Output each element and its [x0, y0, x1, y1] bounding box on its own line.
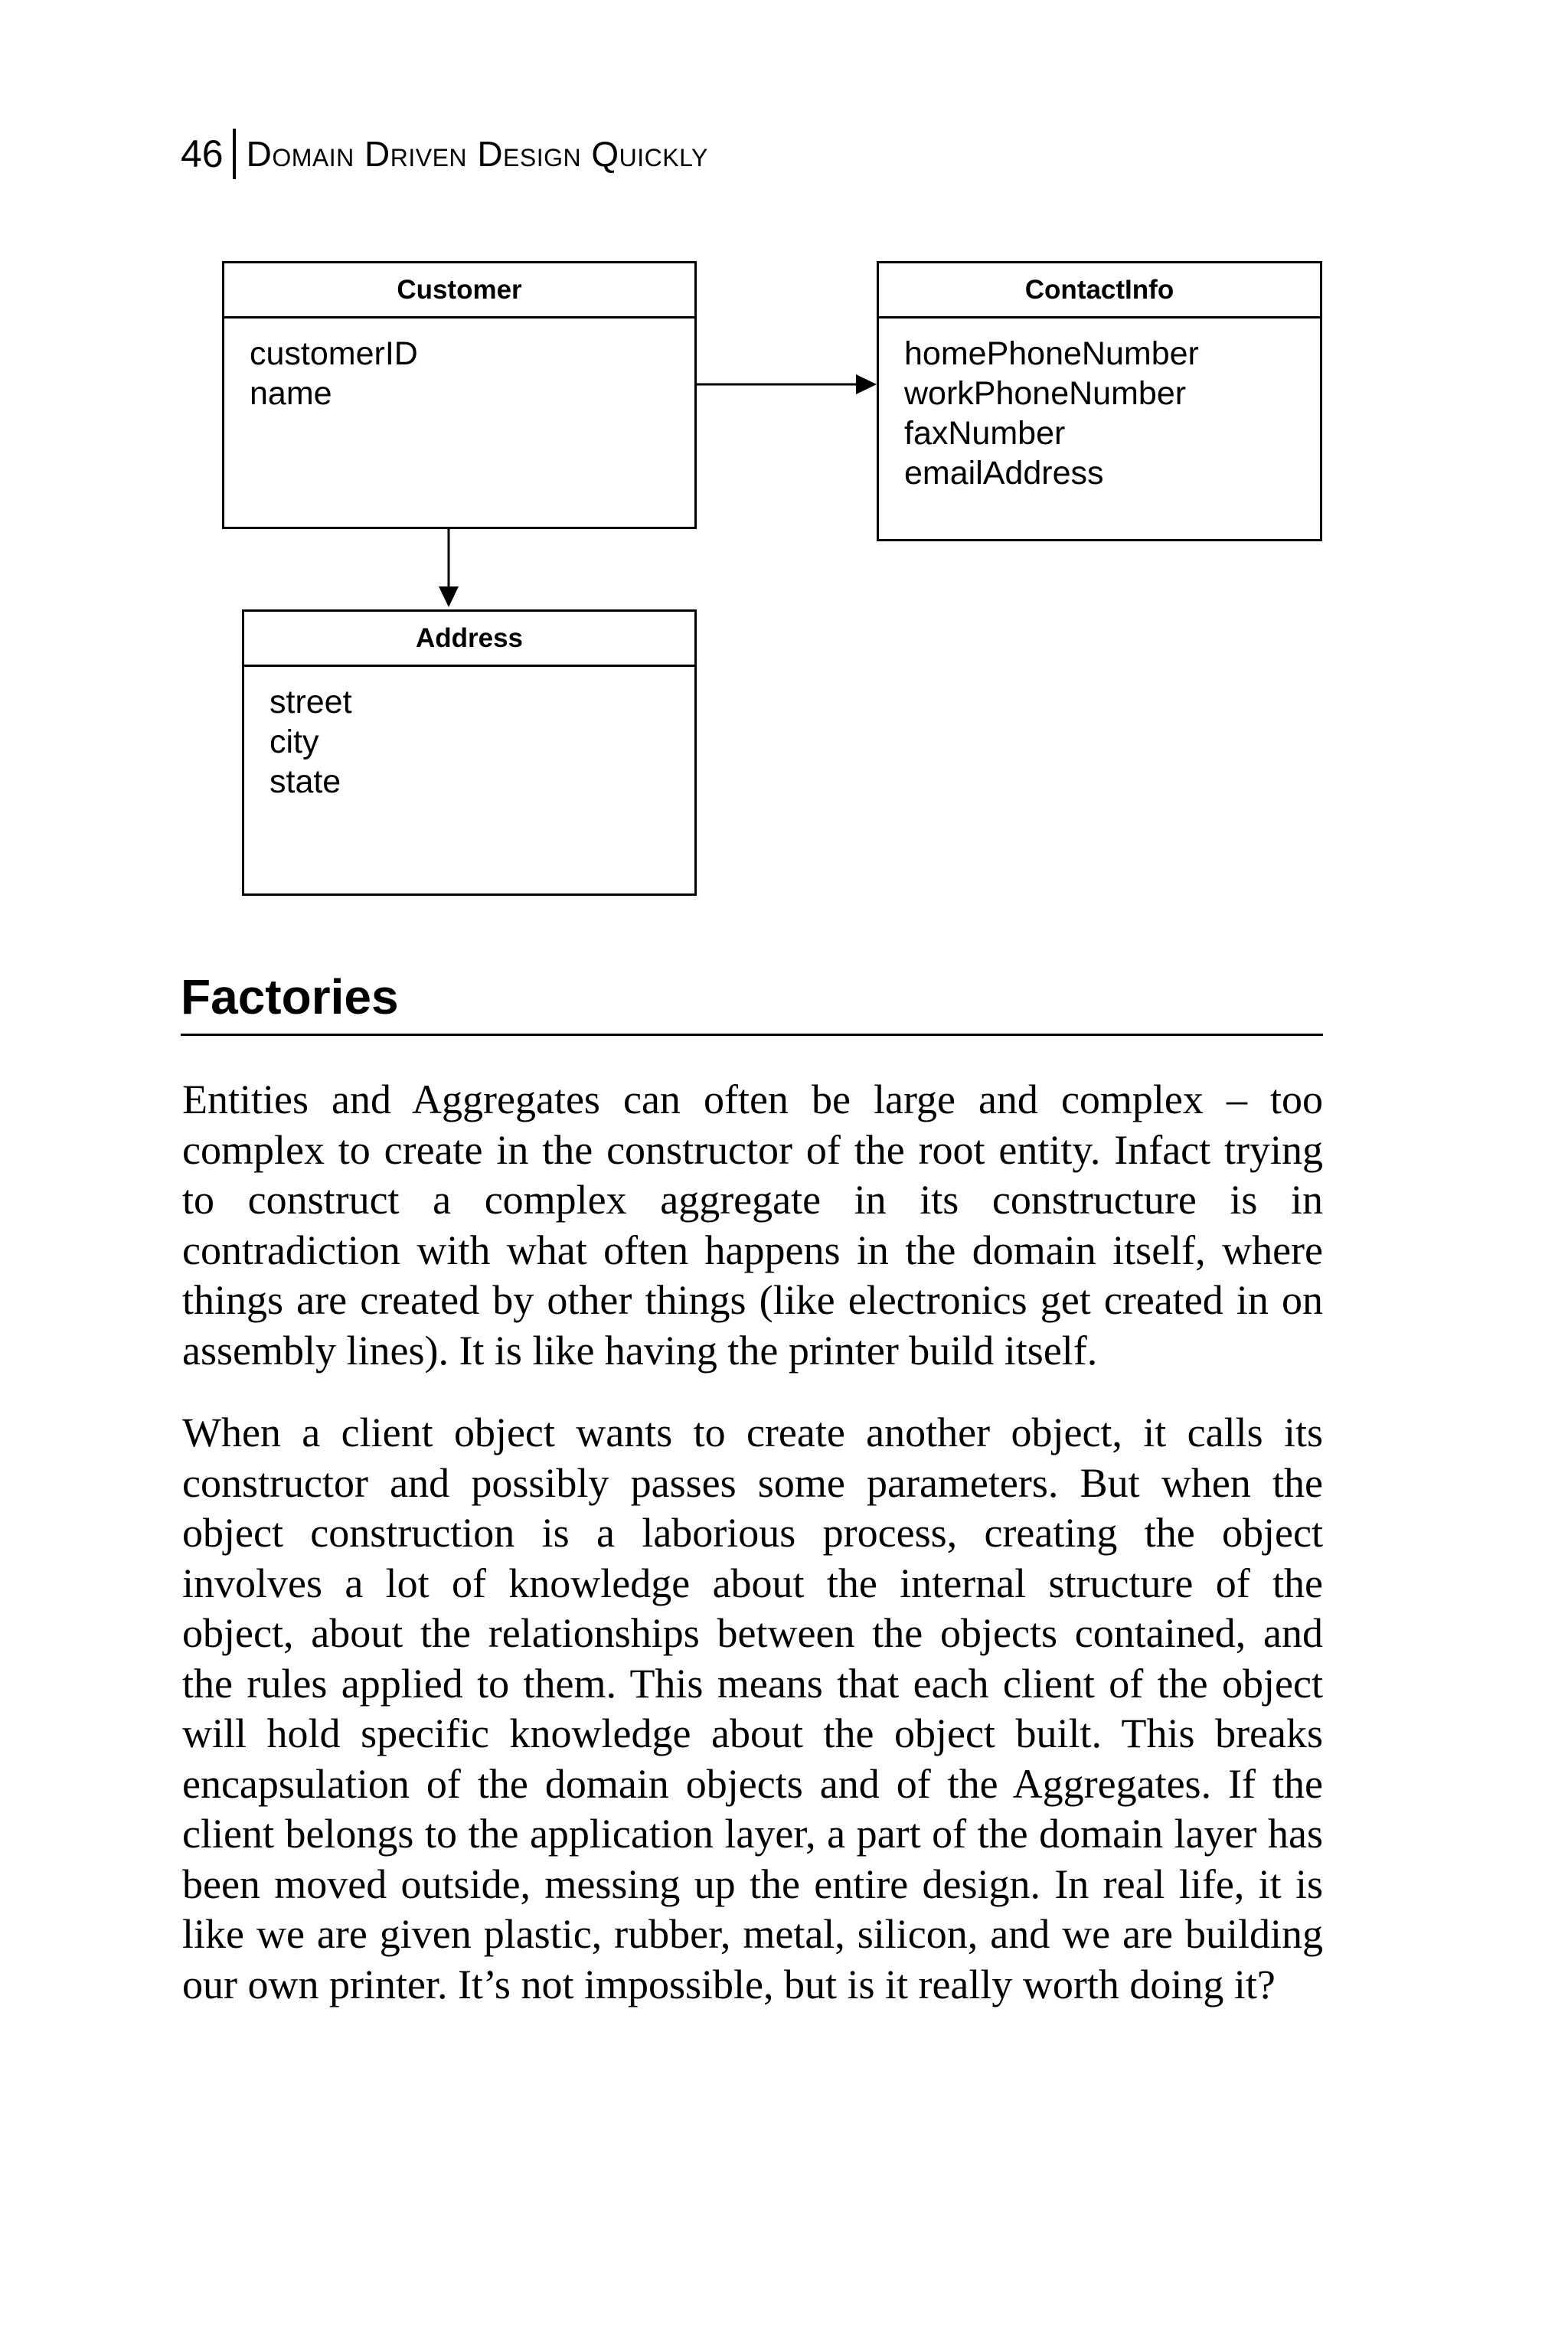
book-title: Domain Driven Design Quickly	[246, 134, 708, 174]
section-heading: Factories	[181, 966, 1323, 1036]
customer-attribute: customerID	[250, 335, 418, 372]
address-attribute: state	[270, 763, 341, 800]
customer-to-address-arrow	[439, 529, 459, 607]
address-attributes	[244, 667, 694, 802]
contactinfo-attributes	[879, 318, 1320, 493]
class-diagram	[0, 0, 1568, 934]
customer-to-contactinfo-arrow	[697, 374, 877, 394]
contactinfo-class-box	[877, 261, 1322, 541]
contactinfo-attribute: workPhoneNumber	[904, 375, 1187, 412]
address-class-name: Address	[244, 612, 694, 667]
paragraph: Entities and Aggregates can often be large and complex – too complex to create in the constructor of the root entity. Infact trying to construct a complex aggregate in its constructure is in contradiction with what often happens in the domain itself, where things are created by other things (like electronics get created in on assembly lines). It is like having the printer build itself.	[182, 1076, 1323, 1374]
customer-class-box	[222, 261, 697, 529]
address-class-box	[242, 609, 697, 896]
contactinfo-class-name: ContactInfo	[879, 263, 1320, 318]
contactinfo-attribute: homePhoneNumber	[904, 335, 1199, 372]
address-attribute: city	[270, 724, 319, 760]
body-text	[182, 1075, 1323, 2042]
address-attribute: street	[270, 684, 352, 720]
contactinfo-attribute: faxNumber	[904, 415, 1066, 452]
customer-attribute: name	[250, 375, 332, 412]
page-number: 46	[181, 132, 224, 175]
customer-attributes	[224, 318, 694, 413]
customer-class-name: Customer	[224, 263, 694, 318]
paragraph: When a client object wants to create another object, it calls its constructor and possibly passes some parameters. But when the object construction is a laborious process, creating the object involves a lot of knowledge about the internal structure of the object, about the relationships between the objects contained, and the rules applied to them. This means that each client of the object will hold specific knowledge about the object built. This breaks encapsulation of the domain objects and of the Aggregates. If the client belongs to the application layer, a part of the domain layer has been moved outside, messing up the entire design. In real life, it is like we are given plastic, rubber, metal, silicon, and we are building our own printer. It’s not impossible, but is it really worth doing it?	[182, 1410, 1323, 2007]
contactinfo-attribute: emailAddress	[904, 455, 1104, 492]
